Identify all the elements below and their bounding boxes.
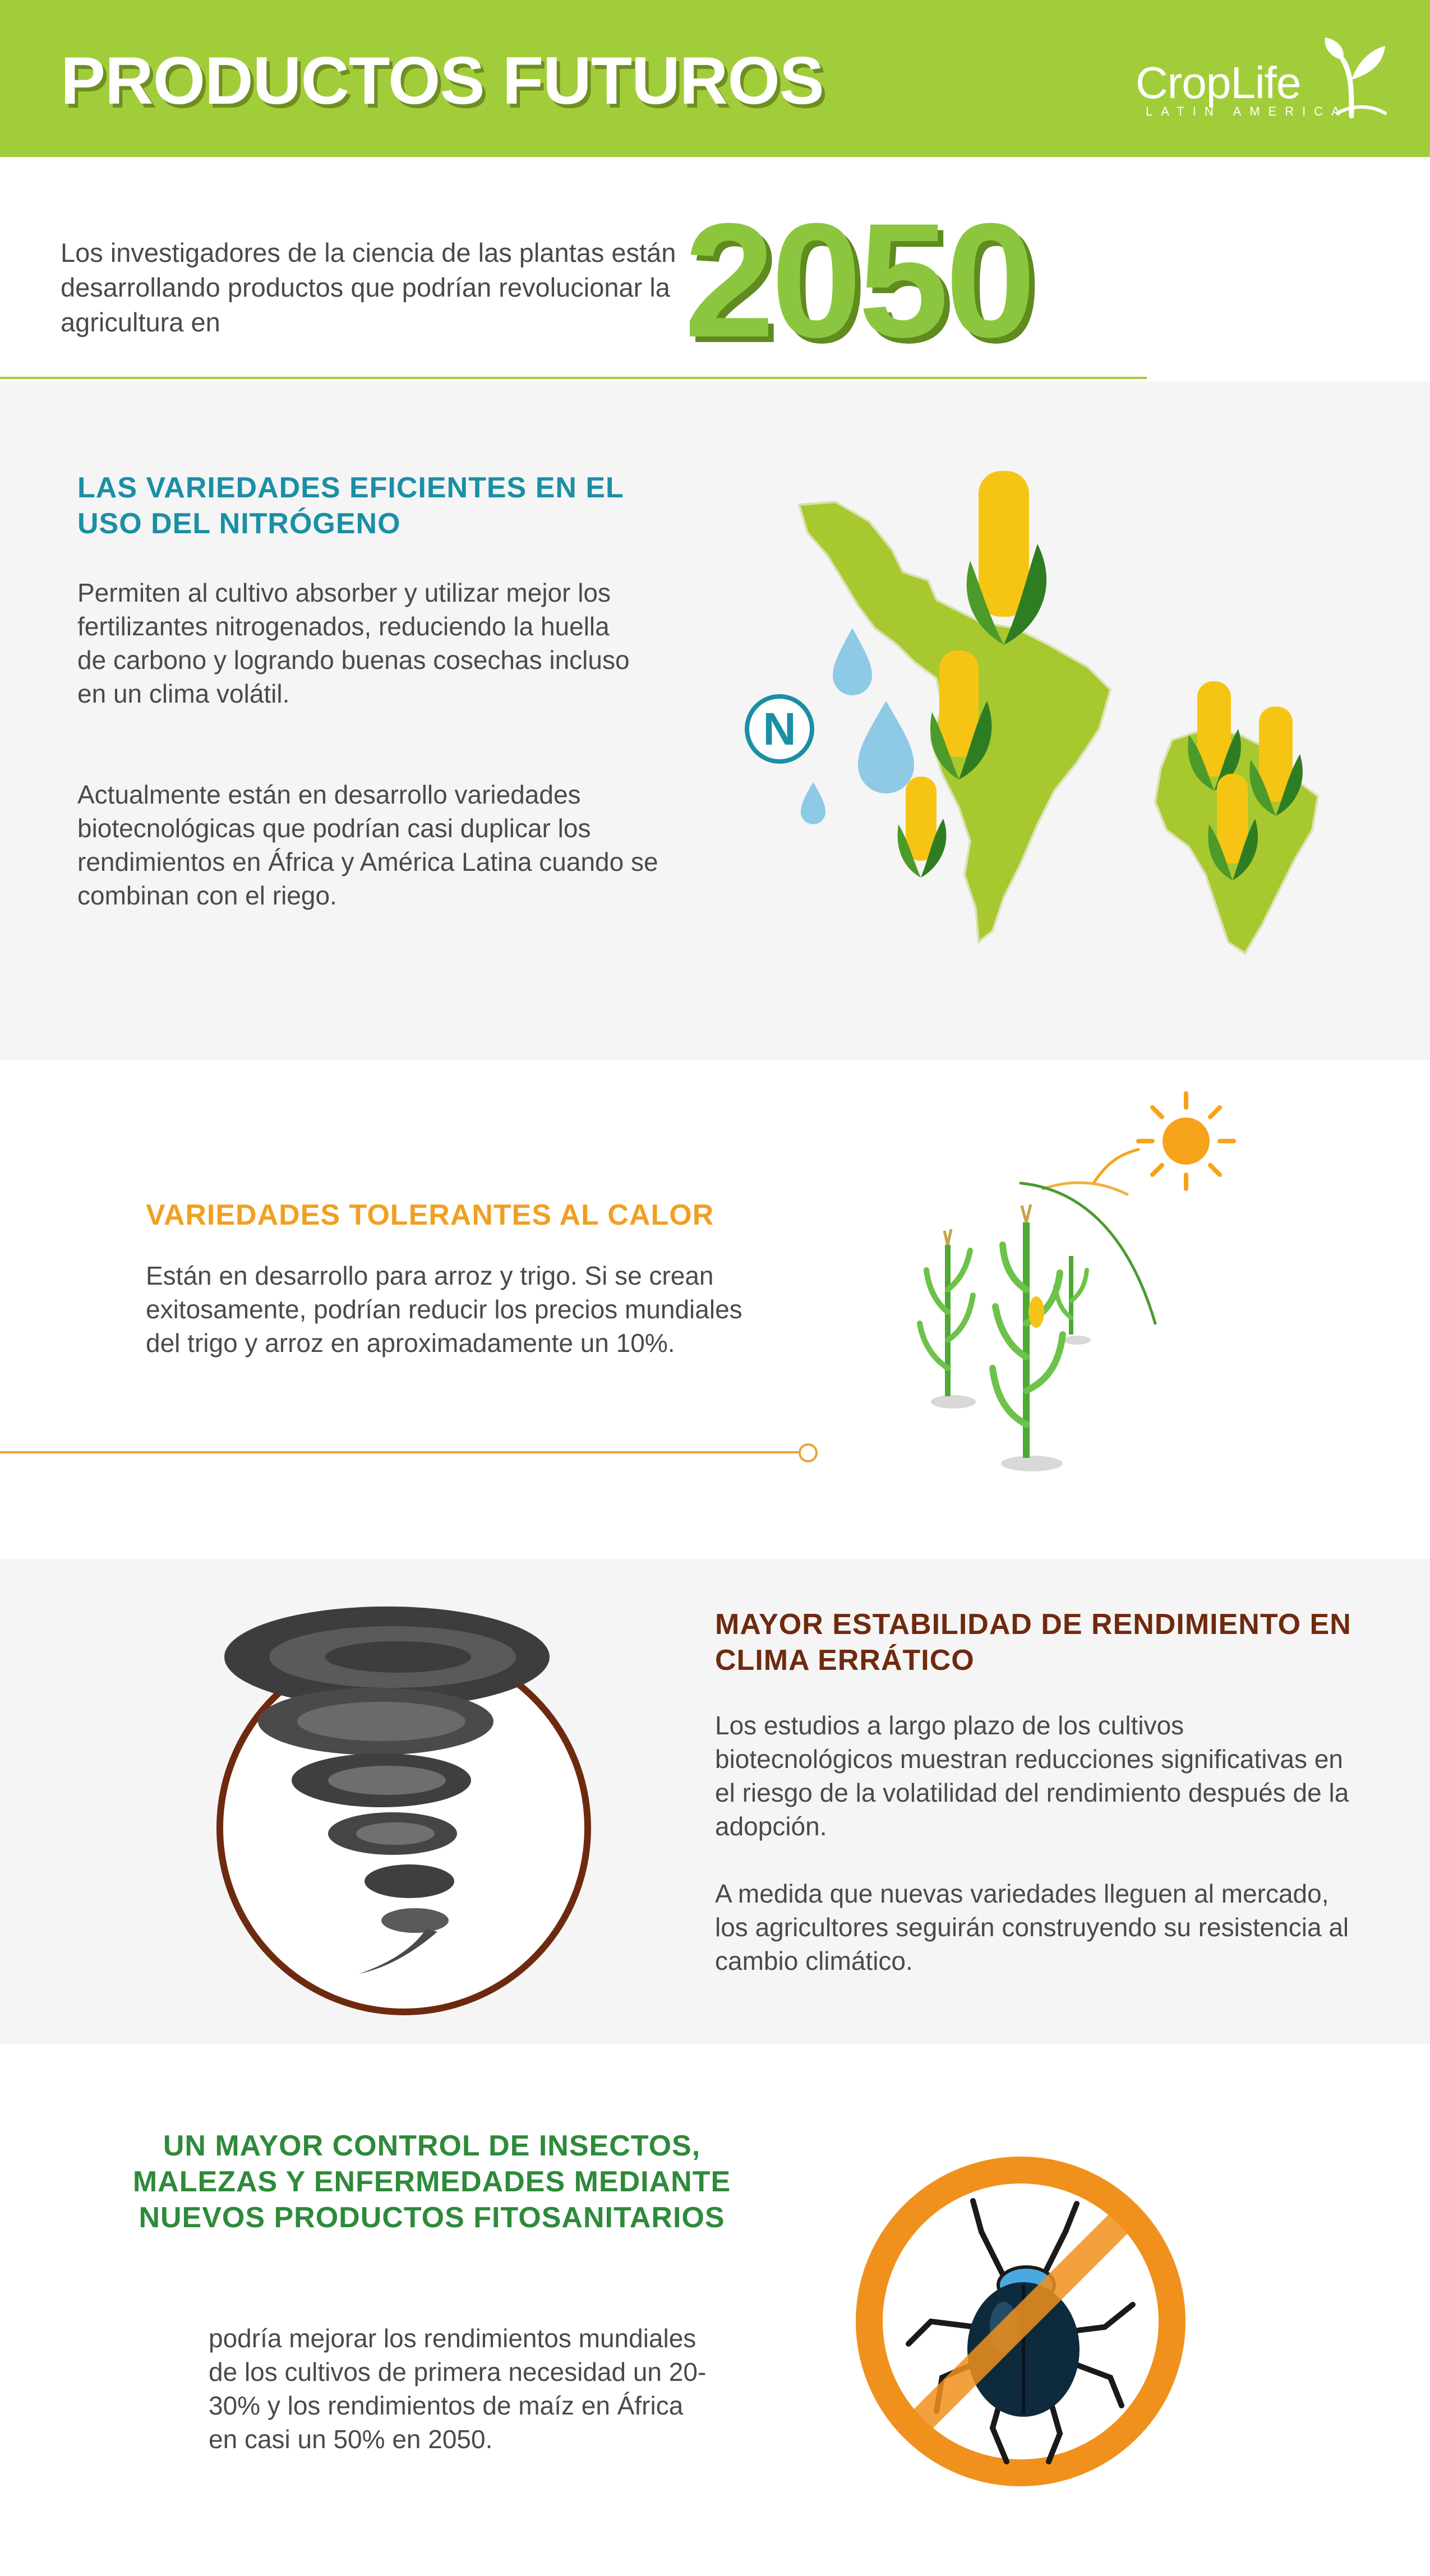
- section-title-pest-control: UN MAYOR CONTROL DE INSECTOS, MALEZAS Y ENFERMEDADES MEDIANTE NUEVOS PRODUCTOS FITOSANITARIOS: [132, 2130, 731, 2234]
- sun-crops-icon: [892, 1077, 1262, 1480]
- croplife-logo: [1136, 35, 1382, 124]
- water-drop-icon: [801, 628, 914, 824]
- corn-cob-icon: [898, 471, 1303, 880]
- section-title-heat: VARIEDADES TOLERANTES AL CALOR: [146, 1199, 714, 1231]
- section-text-nitrogen-2: Actualmente están en desarrollo variedades biotecnológicas que podrían casi duplicar los rendimientos en África y América Latina cuando se combinan con el riego.: [77, 780, 658, 910]
- section-title-nitrogen: LAS VARIEDADES EFICIENTES EN EL USO DEL NITRÓGENO: [77, 472, 624, 540]
- no-insect-icon: [847, 2148, 1194, 2495]
- logo-wordmark: CropLife: [1136, 58, 1301, 108]
- crop-plant-icon: [920, 1204, 1091, 1471]
- section-text-stability-2: A medida que nuevas variedades lleguen al mercado, los agricultores seguirán construyendo su resistencia al cambio climático.: [715, 1879, 1349, 1975]
- sprout-leaf-icon: [1321, 35, 1388, 119]
- heat-divider-dot: [799, 1443, 818, 1462]
- heat-divider-line: [0, 1451, 802, 1453]
- section-text-nitrogen-1: Permiten al cultivo absorber y utilizar mejor los fertilizantes nitrogenados, reduciendo la huella de carbono y logrando buenas cosechas incluso en un clima volátil.: [77, 578, 630, 708]
- page-title: PRODUCTOS FUTUROS: [61, 43, 824, 118]
- logo-subtitle: LATIN AMERICA: [1146, 104, 1348, 118]
- heat-waves: [1021, 1149, 1155, 1323]
- intro-year: 2050: [684, 190, 1033, 371]
- intro-divider: [0, 377, 1147, 379]
- map-corn-icon: [723, 460, 1340, 976]
- header-bar: [0, 0, 1430, 157]
- section-title-stability: MAYOR ESTABILIDAD DE RENDIMIENTO EN CLIMA ERRÁTICO: [715, 1608, 1351, 1677]
- nitrogen-badge: [747, 696, 812, 761]
- svg-text:N: N: [763, 704, 796, 755]
- sun-icon: [1138, 1093, 1234, 1189]
- intro-text: Los investigadores de la ciencia de las plantas están desarrollando productos que podrían revolucionar la agricultura en: [61, 238, 676, 337]
- section-text-heat: Están en desarrollo para arroz y trigo. Si se crean exitosamente, podrían reducir los precios mundiales del trigo y arroz en aproximadamente un 10%.: [146, 1261, 742, 1358]
- tornado-icon: [202, 1604, 606, 2019]
- section-text-stability-1: Los estudios a largo plazo de los cultivos biotecnológicos muestran reducciones significativas en el riesgo de la volatilidad del rendimiento después de la adopción.: [715, 1711, 1349, 1841]
- section-text-pest-control: podría mejorar los rendimientos mundiales de los cultivos de primera necesidad un 20-30% y los rendimientos de maíz en África en casi un 50% en 2050.: [209, 2324, 707, 2454]
